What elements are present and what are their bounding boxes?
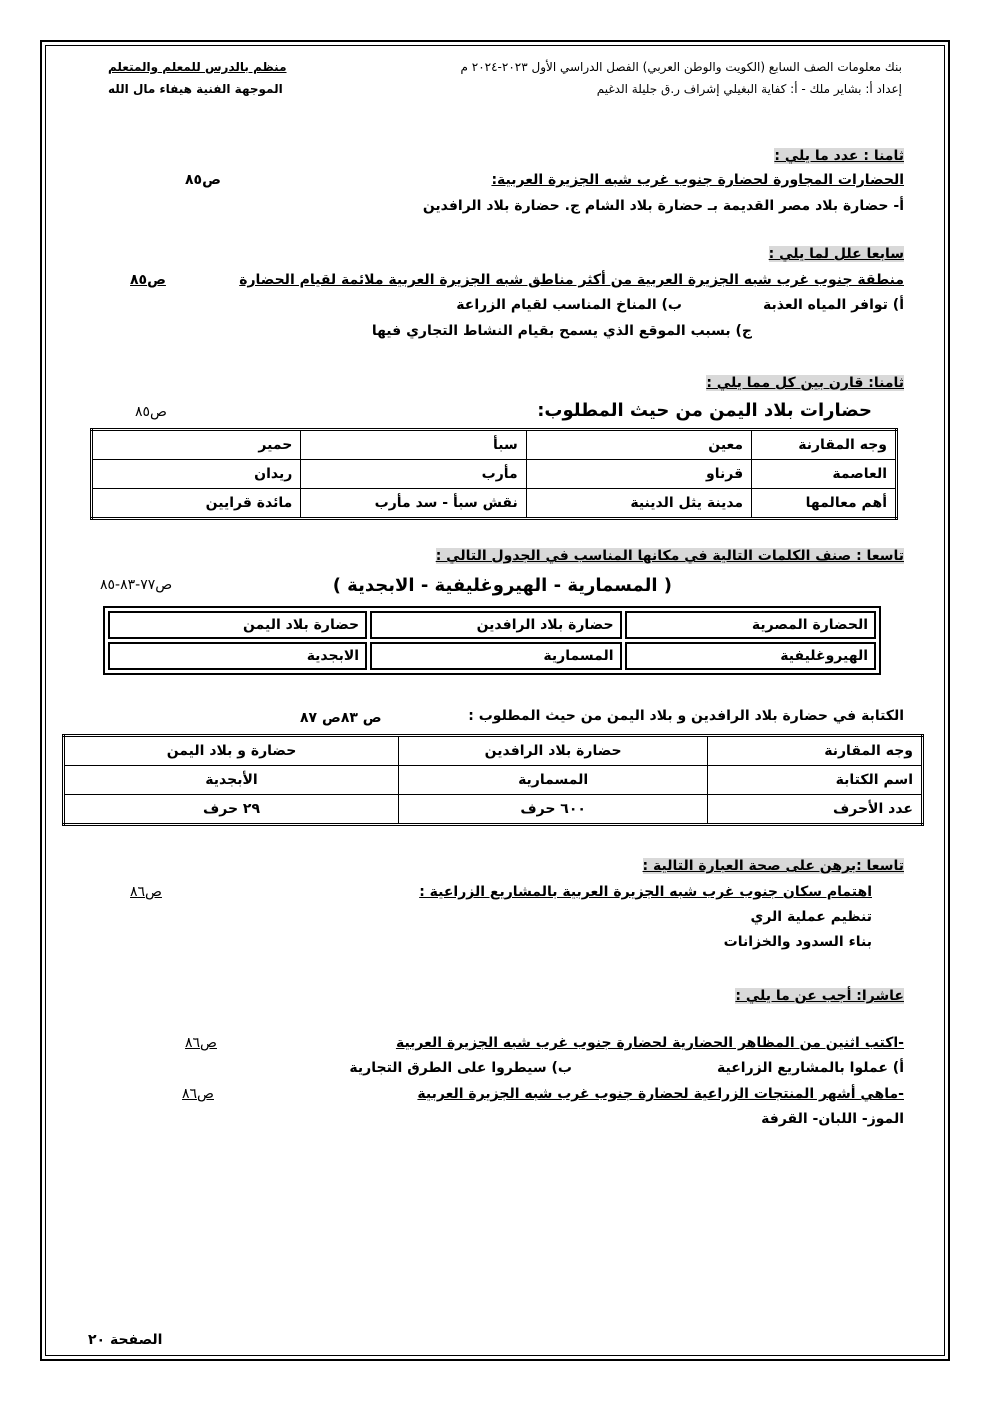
question-8a: الحضارات المجاورة لحضارة جنوب غرب شبه الجزيرة العربية: xyxy=(491,172,904,188)
table-cell: حضارة بلاد الرافدين xyxy=(370,611,621,639)
table-cell: الابجدية xyxy=(108,642,367,670)
table-cell: مائدة قرايين xyxy=(92,489,301,519)
question-10-1: -اكتب اثنين من المظاهر الحضارية لحضارة جنوب غرب شبه الجزيرة العربية xyxy=(395,1035,904,1051)
section-title-9b: تاسعا :برهن على صحة العبارة التالية : xyxy=(642,858,904,874)
answer-7a: أ) توافر المياه العذبة xyxy=(763,297,904,313)
page-ref-8b: ص٨٥ xyxy=(135,404,167,420)
section-title-10: عاشرا: أجب عن ما يلي : xyxy=(735,988,904,1004)
table-cell: ٦٠٠ حرف xyxy=(399,795,708,825)
table-cell: الحضارة المصرية xyxy=(625,611,876,639)
page-ref-9b: ص٨٦ xyxy=(130,884,162,900)
page-number: الصفحة ٢٠ xyxy=(88,1332,163,1348)
table-cell: مدينة يثل الدينية xyxy=(526,489,751,519)
question-7: منطقة جنوب غرب شبه الجزيرة العربية من أكثر مناطق شبه الجزيرة العربية ملائمة لقيام الحضارة xyxy=(239,272,904,288)
answer-7b: ب) المناخ المناسب لقيام الزراعة xyxy=(456,297,682,313)
answer-10-1a: أ) عملوا بالمشاريع الزراعية xyxy=(717,1060,904,1076)
table-cell: حمير xyxy=(92,430,301,460)
answer-9b-2: بناء السدود والخزانات xyxy=(723,934,872,950)
table-cell: مأرب xyxy=(301,460,526,489)
table-row xyxy=(64,795,923,825)
page-ref-writing: ص ٨٣ص ٨٧ xyxy=(300,710,382,726)
writing-comparison-table xyxy=(62,734,924,826)
table-cell: ريدان xyxy=(92,460,301,489)
section-title-8b: ثامنا: قارن بين كل مما يلي : xyxy=(706,375,904,391)
subtitle-8b: حضارات بلاد اليمن من حيث المطلوب: xyxy=(537,400,872,421)
answer-10-1b: ب) سيطروا على الطرق التجارية xyxy=(349,1060,572,1076)
answer-10-2: الموز- اللبان- القرفة xyxy=(761,1111,904,1127)
table-cell: قرناو xyxy=(526,460,751,489)
page-ref-9a: ص٧٧-٨٣-٨٥ xyxy=(100,577,173,593)
table-cell: المسمارية xyxy=(399,766,708,795)
page-ref-8a: ص٨٥ xyxy=(185,172,221,188)
section-title-7: سابعا علل لما يلي : xyxy=(768,246,904,262)
table-row xyxy=(64,736,923,766)
table-cell: الهيروغليفية xyxy=(625,642,876,670)
table-cell: الأبجدية xyxy=(64,766,399,795)
table-cell: وجه المقارنة xyxy=(708,736,923,766)
table-row xyxy=(92,430,897,460)
page-ref-10-2: ص٨٦ xyxy=(182,1086,214,1102)
table-cell: المسمارية xyxy=(370,642,621,670)
page-ref-10-1: ص٨٦ xyxy=(185,1035,217,1051)
table-row xyxy=(108,642,876,670)
question-10-2: -ماهي أشهر المنتجات الزراعية لحضارة جنوب غرب شبه الجزيرة العربية xyxy=(417,1086,904,1102)
table-cell: العاصمة xyxy=(752,460,897,489)
classification-table xyxy=(103,606,881,675)
header-org: منظم بالدرس للمعلم والمتعلم xyxy=(108,60,287,74)
table-cell: ٢٩ حرف xyxy=(64,795,399,825)
table-cell: حضارة بلاد اليمن xyxy=(108,611,367,639)
answer-9b-1: تنظيم عملية الري xyxy=(750,909,872,925)
answer-7c: ج) بسبب الموقع الذي يسمح بقيام النشاط التجاري فيها xyxy=(371,323,752,339)
words-9a: ( المسمارية - الهيروغليفية - الابجدية ) xyxy=(332,575,672,596)
table-cell: حضارة بلاد الرافدين xyxy=(399,736,708,766)
table-cell: سبأ xyxy=(301,430,526,460)
table-cell: معين xyxy=(526,430,751,460)
table-row xyxy=(92,460,897,489)
statement-9b: اهتمام سكان جنوب غرب شبه الجزيرة العربية بالمشاريع الزراعية : xyxy=(419,884,872,900)
table-cell: حضارة و بلاد اليمن xyxy=(64,736,399,766)
table-cell: نقش سبأ - سد مأرب xyxy=(301,489,526,519)
section-title-9a: تاسعا : صنف الكلمات التالية في مكانها المناسب في الجدول التالي : xyxy=(435,548,904,564)
page-border xyxy=(40,40,950,1361)
header-line2: إعداد أ: بشاير ملك - أ: كفاية البغيلي إشراف ر.ق جليلة الدغيم xyxy=(596,82,902,96)
header-line1: بنك معلومات الصف السابع (الكويت والوطن العربي) الفصل الدراسي الأول ٢٠٢٣-٢٠٢٤ م xyxy=(460,60,902,74)
table-row xyxy=(64,766,923,795)
table-cell: اسم الكتابة xyxy=(708,766,923,795)
table-row xyxy=(92,489,897,519)
table-row xyxy=(108,611,876,639)
answers-8a: أ- حضارة بلاد مصر القديمة بـ حضارة بلاد الشام ج. حضارة بلاد الرافدين xyxy=(422,198,904,214)
table-cell: أهم معالمها xyxy=(752,489,897,519)
table-cell: عدد الأحرف xyxy=(708,795,923,825)
table-cell: وجه المقارنة xyxy=(752,430,897,460)
header-supervisor: الموجهة الفنية هيفاء مال الله xyxy=(108,82,283,96)
comparison-table-yemen xyxy=(90,428,898,520)
writing-title: الكتابة في حضارة بلاد الرافدين و بلاد اليمن من حيث المطلوب : xyxy=(468,708,904,724)
section-title-8a: ثامنا : عدد ما يلي : xyxy=(774,148,904,164)
page-ref-7: ص٨٥ xyxy=(130,272,166,288)
